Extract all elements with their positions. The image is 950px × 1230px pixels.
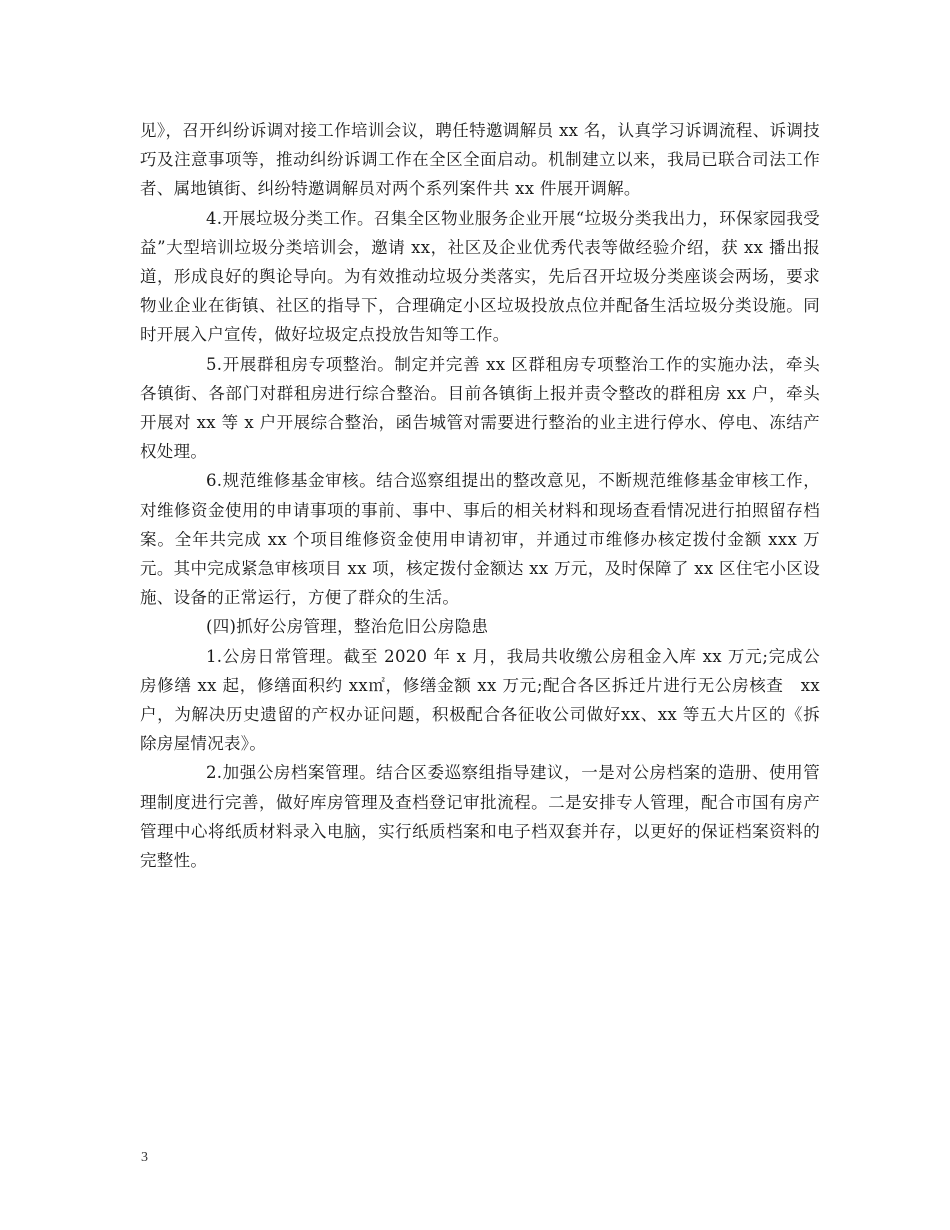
page-number: 3 [141,1150,148,1165]
paragraph-maintenance-fund: 6.规范维修基金审核。结合巡察组提出的整改意见，不断规范维修基金审核工作，对维修资金使用的申请事项的事前、事中、事后的相关材料和现场查看情况进行拍照留存档案。全年共完成 xx 个项目维修资金使用申请初审，并通过市维修办核定拨付金额 xxx 万元。其中完成紧急审核项目 xx 项，核定拨付金额达 xx 万元，及时保障了 xx 区住宅小区设施、设备的正常运行，方便了群众的生活。 [140,471,820,608]
paragraph-group-rental: 5.开展群租房专项整治。制定并完善 xx 区群租房专项整治工作的实施办法，牵头各镇街、各部门对群租房进行综合整治。目前各镇街上报并责令整改的群租房 xx 户，牵头开展对 xx 等 x 户开展综合整治，函告城管对需要进行整治的业主进行停水、停电、冻结产权处理。 [140,354,820,462]
paragraph-public-housing-daily: 1.公房日常管理。截至 2020 年 x 月，我局共收缴公房租金入库 xx 万元;完成公房修缮 xx 起，修缮面积约 xx㎡，修缮金额 xx 万元;配合各区拆迁片进行无公房核查 xx 户，为解决历史遗留的产权办证问题，积极配合各征收公司做好xx、xx 等五大片区的《拆除房屋情况表》。 [140,646,820,754]
paragraph-garbage-sorting: 4.开展垃圾分类工作。召集全区物业服务企业开展“垃圾分类我出力，环保家园我受益”大型培训垃圾分类培训会，邀请 xx，社区及企业优秀代表等做经验介绍，获 xx 播出报道，形成良好的舆论导向。为有效推动垃圾分类落实，先后召开垃圾分类座谈会两场，要求物业企业在街镇、社区的指导下，合理确定小区垃圾投放点位并配备生活垃圾分类设施。同时开展入户宣传，做好垃圾定点投放告知等工作。 [140,208,820,345]
paragraph-continuation: 见》，召开纠纷诉调对接工作培训会议，聘任特邀调解员 xx 名，认真学习诉调流程、诉调技巧及注意事项等，推动纠纷诉调工作在全区全面启动。机制建立以来，我局已联合司法工作者、属地镇街、纠纷特邀调解员对两个系列案件共 xx 件展开调解。 [140,121,820,199]
paragraph-public-housing-archives: 2.加强公房档案管理。结合区委巡察组指导建议，一是对公房档案的造册、使用管理制度进行完善，做好库房管理及查档登记审批流程。二是安排专人管理，配合市国有房产管理中心将纸质材料录入电脑，实行纸质档案和电子档双套并存，以更好的保证档案资料的完整性。 [140,763,820,871]
section-heading-public-housing: (四)抓好公房管理，整治危旧公房隐患 [206,617,489,637]
document-body [140,116,820,875]
